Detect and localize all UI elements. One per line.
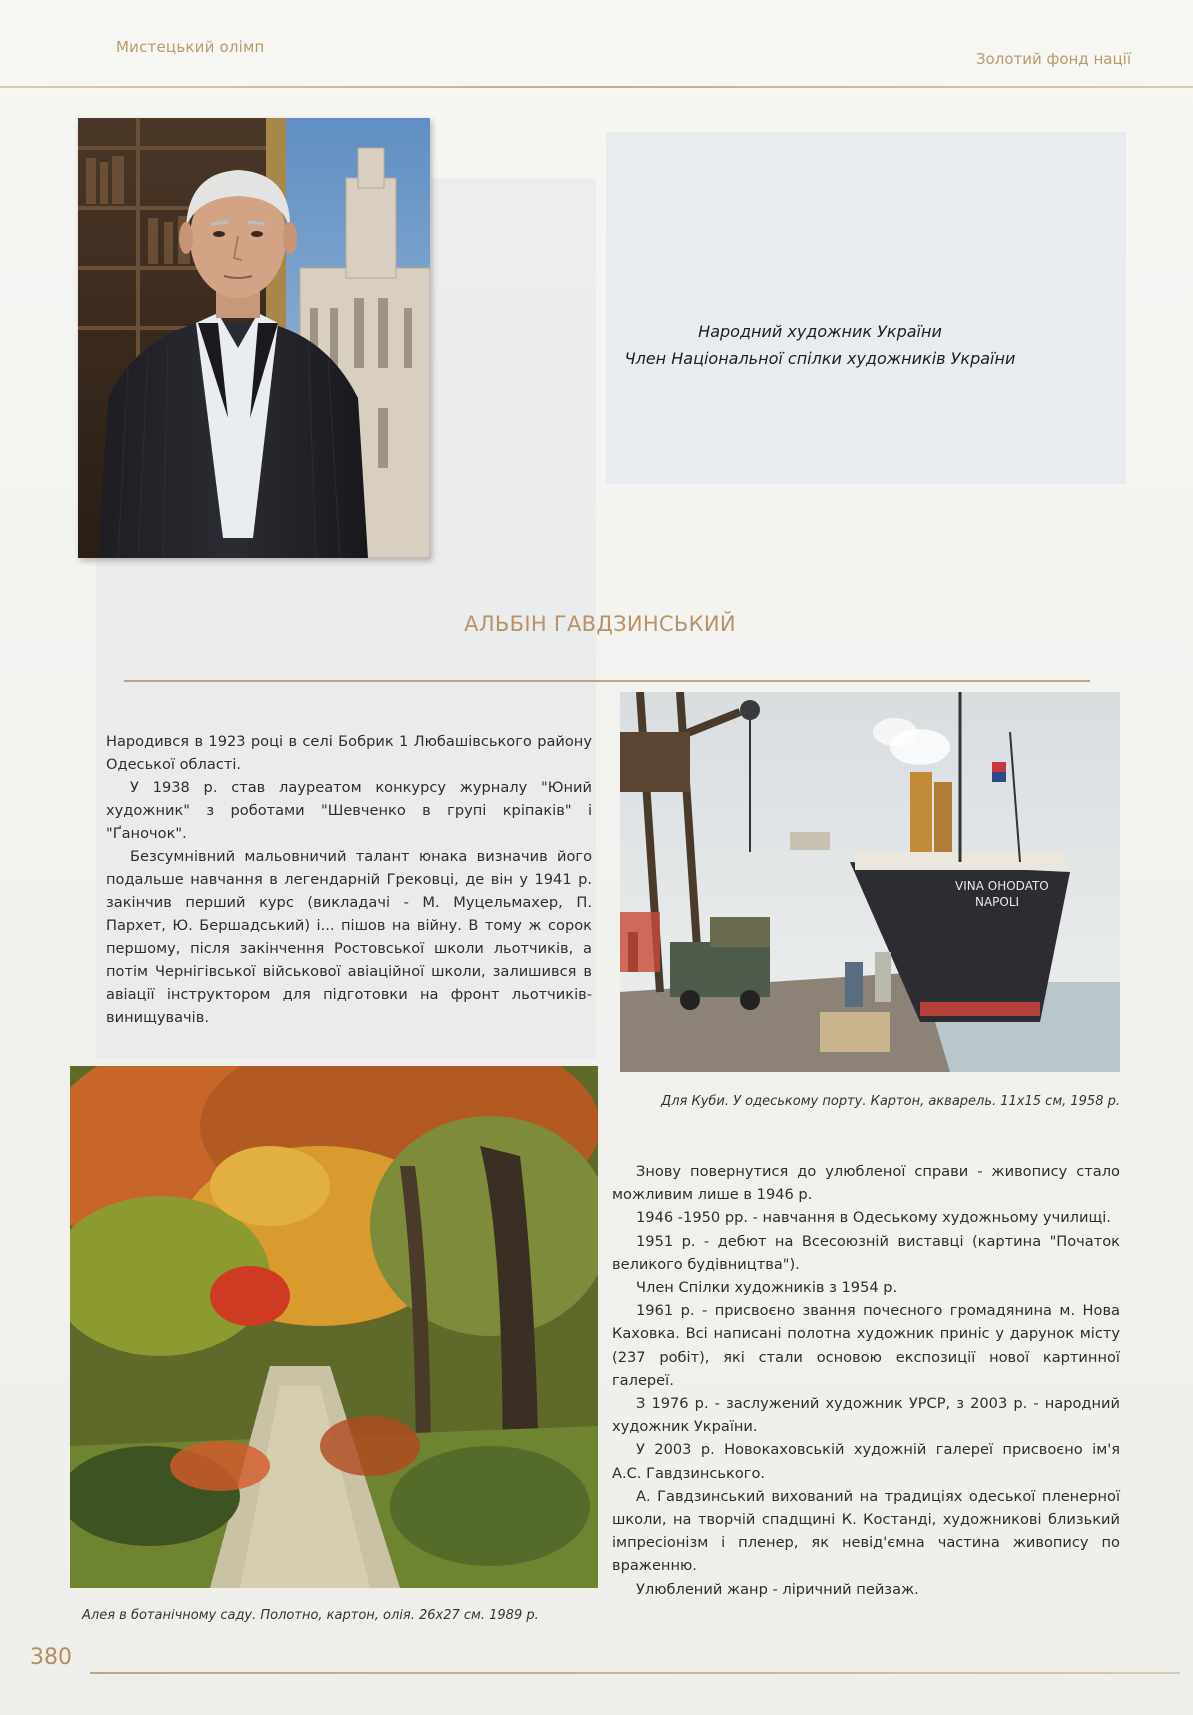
bio-paragraph: З 1976 р. - заслужений художник УРСР, з 2003 р. - народний художник України. xyxy=(612,1395,1120,1436)
bio-paragraph: У 2003 р. Новокаховській художній галереї присвоєно ім'я А.С. Гавдзинського. xyxy=(612,1441,1120,1482)
ship-name-2: NAPOLI xyxy=(975,895,1020,909)
running-header-left: Мистецький олімп xyxy=(116,38,265,56)
show-through-panel xyxy=(606,132,1126,484)
painting-botanical-alley xyxy=(70,1066,598,1588)
heading-rule xyxy=(124,680,1090,682)
bio-paragraph: А. Гавдзинський вихований на традиціях одеської пленерної школи, на творчій спадщині К. Костанді, художникові близький імпресіонізм і пленер, як невід'ємна частина живопису по враженню. xyxy=(612,1487,1120,1575)
header-rule xyxy=(0,86,1193,88)
painting-1-caption: Для Куби. У одеському порту. Картон, акварель. 11x15 см, 1958 р. xyxy=(661,1094,1120,1109)
page-number: 380 xyxy=(30,1645,72,1670)
footer-rule xyxy=(90,1672,1180,1674)
painting-odessa-port xyxy=(620,692,1120,1072)
ship-name-1: VINA OHODATO xyxy=(955,879,1049,893)
bio-paragraph: Безсумнівний мальовничий талант юнака визначив його подальше навчання в легендарній Грековці, де він у 1941 р. закінчив перший курс (викладачі - М. Муцельмахер, П. Пархет, Ю. Бершадський) і... пішов на війну. В тому ж сорок першому, після закінчення Ростовської школи льотчиків, а потім Чернігівської військової авіаційної школи, залишився в авіації інструктором для підготовки на фронт льотчиків-винищувачів. xyxy=(106,848,592,1026)
bio-paragraph: 1946 -1950 рр. - навчання в Одеському художньому училищі. xyxy=(636,1209,1111,1227)
running-header-right: Золотий фонд нації xyxy=(975,50,1131,68)
bio-paragraph: Член Спілки художників з 1954 р. xyxy=(636,1279,898,1297)
honor-line-2: Член Національної спілки художників України xyxy=(624,349,1016,368)
bio-paragraph: Улюблений жанр - ліричний пейзаж. xyxy=(636,1580,919,1598)
honor-line-1: Народний художник України xyxy=(698,322,942,341)
biography-part-2 xyxy=(612,1160,1120,1601)
biography-part-1 xyxy=(106,730,592,1029)
bio-paragraph: Знову повернутися до улюбленої справи - живопису стало можливим лише в 1946 р. xyxy=(612,1163,1120,1204)
bio-paragraph: 1961 р. - присвоєно звання почесного громадянина м. Нова Каховка. Всі написані полотна художник приніс у дарунок місту (237 робіт), які стали основою експозиції нової картинної галереї. xyxy=(612,1302,1120,1389)
bio-paragraph: 1951 р. - дебют на Всесоюзній виставці (картина "Початок великого будівництва"). xyxy=(612,1232,1120,1273)
artist-portrait-photo xyxy=(78,118,430,558)
artist-honors xyxy=(560,318,1080,372)
painting-2-caption: Алея в ботанічному саду. Полотно, картон, олія. 26x27 см. 1989 р. xyxy=(82,1608,539,1623)
artist-name-heading: АЛЬБІН ГАВДЗИНСЬКИЙ xyxy=(464,612,736,636)
bio-paragraph: У 1938 р. став лауреатом конкурсу журналу "Юний художник" з роботами "Шевченко в групі кріпаків" і "Ґаночок". xyxy=(106,779,592,842)
bio-paragraph: Народився в 1923 році в селі Бобрик 1 Любашівського району Одеської області. xyxy=(106,733,592,773)
